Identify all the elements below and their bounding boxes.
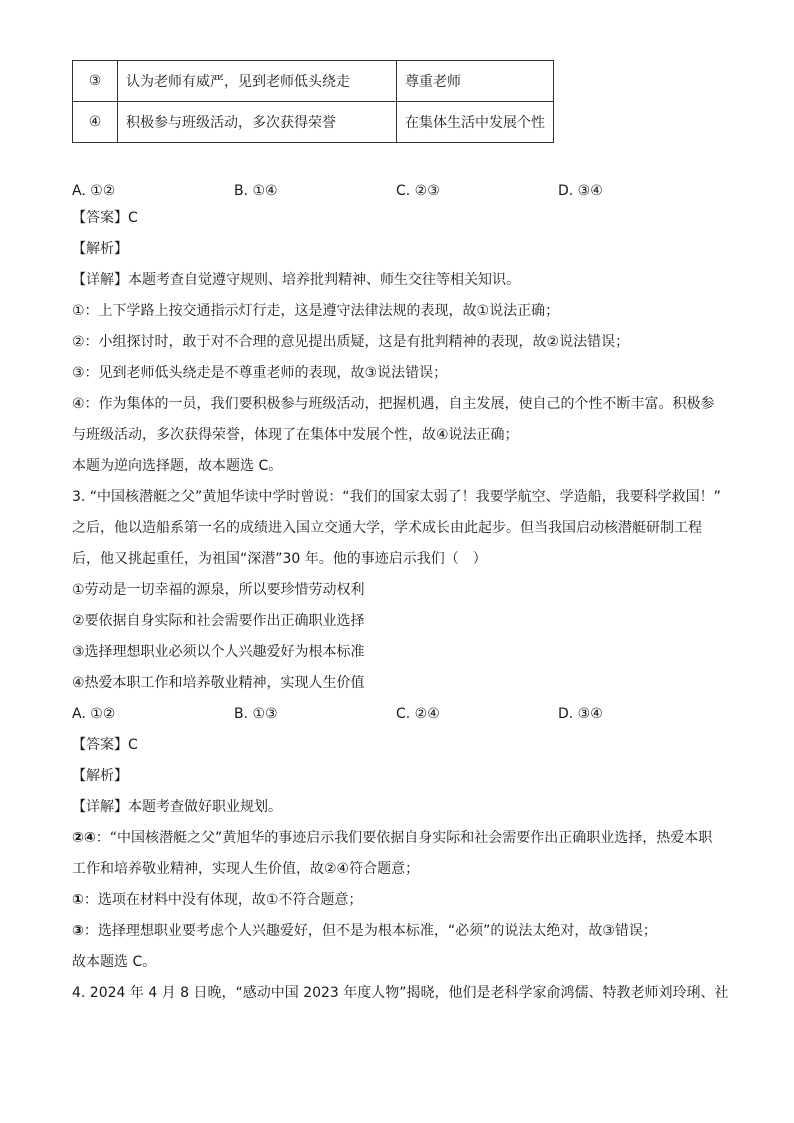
q2-answer: 【答案】C [72, 210, 138, 226]
q3-point-line [72, 854, 732, 885]
behavior-judgment-table [72, 60, 554, 143]
q3-stem-line: 之后，他以造船系第一名的成绩进入国立交通大学，学术成长由此起步。但当我国启动核潜艇研制工程 [72, 520, 702, 536]
option-c: C. ②③ [396, 183, 440, 199]
option-b: B. ①④ [234, 183, 278, 199]
q4-stem: 4. 2024 年 4 月 8 日晚，“感动中国 2023 年度人物”揭晓，他们是老科学家俞鸿儒、特教老师刘玲琍、社 [72, 985, 729, 1001]
option-d: D. ③④ [558, 183, 603, 199]
q2-analysis-label: 【解析】 [72, 241, 128, 257]
q2-analysis-line: ②：小组探讨时，敢于对不合理的意见提出质疑，这是有批判精神的表现，故②说法错误； [72, 334, 630, 350]
q2-analysis-line: 与班级活动，多次获得荣誉，体现了在集体中发展个性，故④说法正确； [72, 427, 519, 443]
row-number: ④ [73, 102, 118, 143]
table-row [73, 102, 554, 143]
q2-options [72, 181, 732, 201]
q2-analysis-line: ③：见到老师低头绕走是不尊重老师的表现，故③说法错误； [72, 365, 448, 381]
option-b: B. ①③ [234, 706, 278, 722]
point-mark: ③ [72, 923, 84, 939]
option-c: C. ②④ [396, 706, 440, 722]
row-judgment: 尊重老师 [397, 61, 554, 102]
q3-detail: 【详解】本题考查做好职业规划。 [72, 799, 282, 815]
row-behavior: 认为老师有威严，见到老师低头绕走 [118, 61, 397, 102]
q3-answer: 【答案】C [72, 737, 138, 753]
option-a: A. ①② [72, 183, 116, 199]
q3-point-line [72, 885, 732, 916]
q3-point-line [72, 823, 732, 854]
row-judgment: 在集体生活中发展个性 [397, 102, 554, 143]
q3-statement: ②要依据自身实际和社会需要作出正确职业选择 [72, 613, 365, 629]
q3-point-line [72, 916, 732, 947]
row-behavior: 积极参与班级活动，多次获得荣誉 [118, 102, 397, 143]
q2-analysis-line: 【详解】本题考查自觉遵守规则、培养批判精神、师生交往等相关知识。 [72, 272, 520, 288]
point-mark: ②④ [72, 830, 96, 846]
q2-analysis-line: ④：作为集体的一员，我们要积极参与班级活动，把握机遇，自主发展，使自己的个性不断丰富。积极参 [72, 396, 715, 412]
q3-statement: ①劳动是一切幸福的源泉，所以要珍惜劳动权利 [72, 582, 365, 598]
point-text: ：“中国核潜艇之父”黄旭华的事迹启示我们要依据自身实际和社会需要作出正确职业选择，热爱本职 [95, 830, 713, 846]
q3-stem-line: 3. “中国核潜艇之父”黄旭华读中学时曾说：“我们的国家太弱了！我要学航空、学造船，我要科学救国！” [72, 489, 721, 505]
option-a: A. ①② [72, 706, 116, 722]
option-d: D. ③④ [558, 706, 603, 722]
q3-analysis-label: 【解析】 [72, 768, 128, 784]
point-text: 工作和培养敬业精神，实现人生价值，故②④符合题意； [72, 861, 420, 877]
q3-stem-line: 后，他又挑起重任，为祖国“深潜”30 年。他的事迹启示我们（ ） [72, 551, 487, 567]
point-text: ：选择理想职业要考虑个人兴趣爱好，但不是为根本标准，“必须”的说法太绝对，故③错误； [83, 923, 657, 939]
document-page [72, 60, 732, 1009]
row-number: ③ [73, 61, 118, 102]
table-row [73, 61, 554, 102]
q3-options [72, 699, 732, 730]
q2-analysis-line: ①：上下学路上按交通指示灯行走，这是遵守法律法规的表现，故①说法正确； [72, 303, 560, 319]
point-text: ：选项在材料中没有体现，故①不符合题意； [83, 892, 363, 908]
q3-statement: ④热爱本职工作和培养敬业精神，实现人生价值 [72, 675, 365, 691]
q2-analysis-line: 本题为逆向选择题，故本题选 C。 [72, 458, 283, 474]
point-mark: ① [72, 892, 84, 908]
q3-statement: ③选择理想职业必须以个人兴趣爱好为根本标准 [72, 644, 365, 660]
q3-conclusion: 故本题选 C。 [72, 954, 157, 970]
